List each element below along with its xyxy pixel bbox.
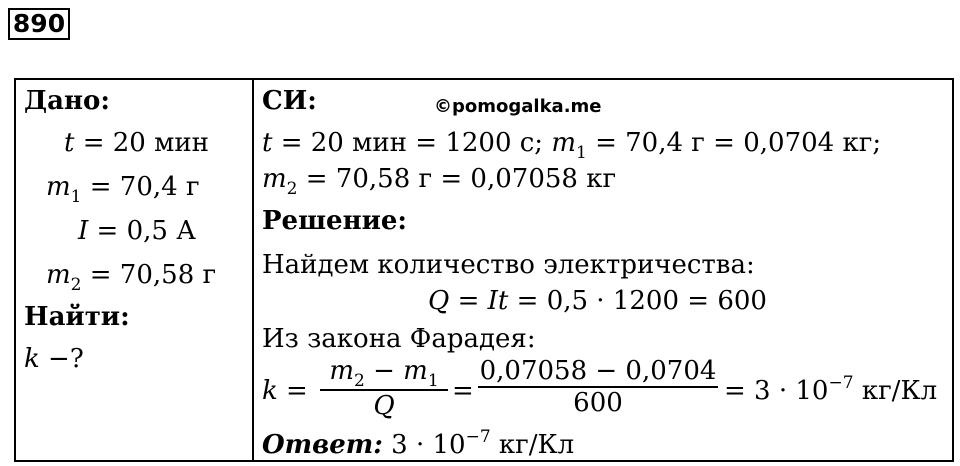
answer-line: Ответ: $3 \cdot 10^{-7}$ кг/Кл bbox=[262, 427, 575, 460]
fraction-numeric bbox=[478, 356, 718, 418]
si-line2: $m_2 = 70,58$ г = 0,07058 кг bbox=[262, 164, 617, 199]
equation-charge: Q = It = 0,5 · 1200 = 600 bbox=[428, 286, 767, 316]
formula-result: = $3 \cdot 10^{-7}$ кг/Кл bbox=[724, 373, 938, 406]
formula-k: k = bbox=[262, 376, 308, 406]
given-t: t = 20 мин bbox=[64, 128, 209, 158]
equals-sign: = bbox=[452, 376, 474, 406]
fraction-numeric-denominator: 600 bbox=[573, 388, 623, 418]
fraction-symbolic bbox=[320, 356, 448, 421]
column-divider bbox=[252, 80, 254, 460]
solution-table bbox=[14, 78, 954, 462]
find-heading: Найти: bbox=[24, 302, 130, 332]
watermark: ©pomogalka.me bbox=[434, 96, 602, 117]
find-k: k −? bbox=[24, 344, 84, 374]
given-heading: Дано: bbox=[24, 86, 110, 116]
given-m1: $m_1 = 70,4$ г bbox=[46, 172, 200, 207]
solution-text1: Найдем количество электричества: bbox=[262, 250, 755, 280]
fraction-symbolic-numerator: $m_2 - m_1$ bbox=[329, 356, 439, 391]
given-current: I = 0,5 А bbox=[78, 216, 196, 246]
solution-heading: Решение: bbox=[262, 206, 408, 236]
si-line1: t = 20 мин = 1200 с; $m_1 = 70,4$ г = 0,0704 кг; bbox=[262, 128, 882, 163]
fraction-symbolic-denominator: Q bbox=[373, 391, 395, 421]
fraction-numeric-numerator: 0,07058 − 0,0704 bbox=[479, 356, 717, 386]
si-heading: СИ: bbox=[262, 86, 317, 116]
given-m2: $m_2 = 70,58$ г bbox=[46, 260, 217, 295]
problem-number: 890 bbox=[8, 8, 70, 40]
solution-text2: Из закона Фарадея: bbox=[262, 324, 536, 354]
